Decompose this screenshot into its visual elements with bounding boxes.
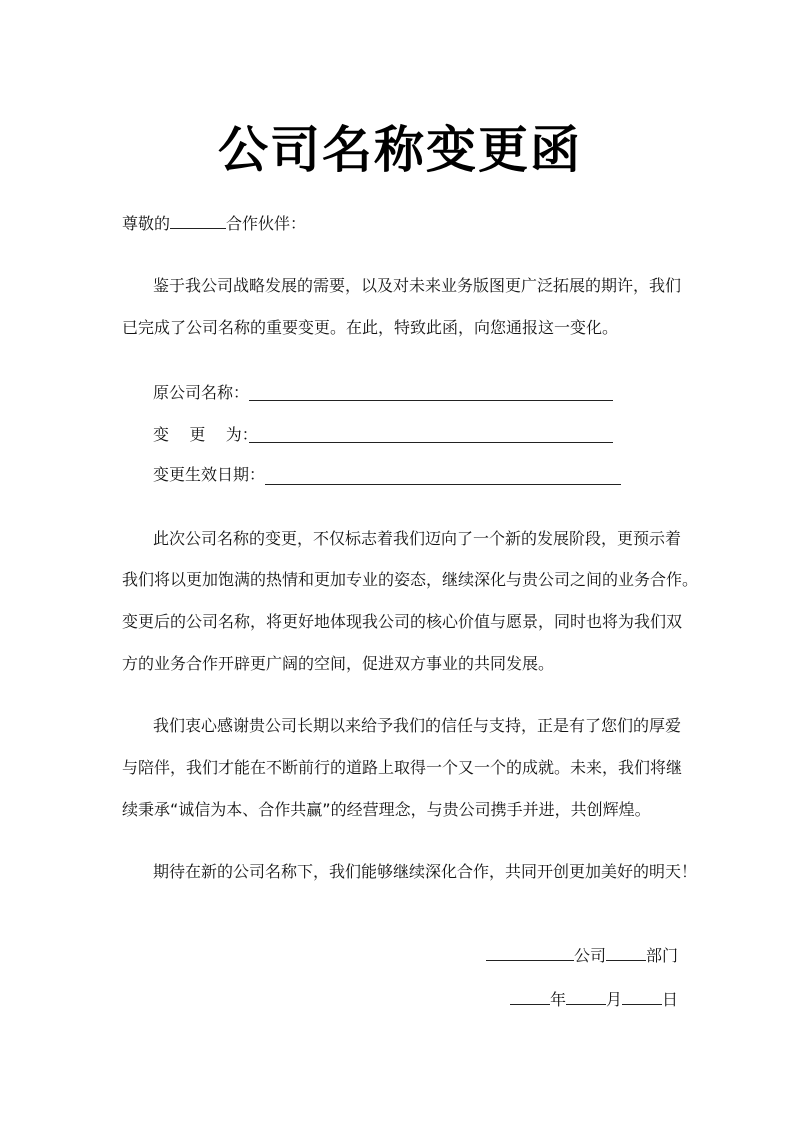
paragraph-3-line-1: 我们衷心感谢贵公司长期以来给予我们的信任与支持，正是有了您们的厚爱 — [153, 716, 682, 735]
document-title: 公司名称变更函 — [218, 121, 582, 179]
day-label: 日 — [662, 990, 679, 1009]
department-name-blank[interactable] — [606, 946, 646, 961]
paragraph-1-line-2: 已完成了公司名称的重要变更。在此，特致此函，向您通报这一变化。 — [122, 318, 619, 337]
year-blank[interactable] — [510, 990, 550, 1005]
signature-company-line — [486, 946, 678, 966]
company-label: 公司 — [574, 946, 607, 965]
original-name-label: 原公司名称： — [153, 383, 250, 402]
paragraph-2-line-2: 我们将以更加饱满的热情和更加专业的姿态，继续深化与贵公司之间的业务合作。 — [122, 570, 699, 589]
original-name-line[interactable] — [249, 400, 613, 401]
effective-date-label: 变更生效日期： — [153, 465, 266, 484]
paragraph-3-line-2: 与陪伴，我们才能在不断前行的道路上取得一个又一个的成就。未来，我们将继 — [122, 758, 683, 777]
day-blank[interactable] — [622, 990, 662, 1005]
paragraph-2-line-4: 方的业务合作开辟更广阔的空间，促进双方事业的共同发展。 — [122, 654, 555, 673]
paragraph-2-line-3: 变更后的公司名称，将更好地体现我公司的核心价值与愿景，同时也将为我们双 — [122, 612, 683, 631]
changed-to-label: 变 更 为： — [153, 425, 258, 444]
paragraph-1-line-1: 鉴于我公司战略发展的需要，以及对未来业务版图更广泛拓展的期许，我们 — [153, 276, 682, 295]
effective-date-line[interactable] — [265, 484, 621, 485]
signature-date-line — [510, 990, 678, 1010]
year-label: 年 — [550, 990, 567, 1009]
month-label: 月 — [606, 990, 623, 1009]
changed-to-line[interactable] — [249, 442, 613, 443]
department-label: 部门 — [646, 946, 679, 965]
salutation-suffix: 合作伙伴： — [226, 214, 307, 233]
paragraph-3-line-3: 续秉承“诚信为本、合作共赢”的经营理念，与贵公司携手并进，共创辉煌。 — [122, 800, 651, 819]
month-blank[interactable] — [566, 990, 606, 1005]
partner-name-blank[interactable] — [170, 214, 226, 229]
salutation — [122, 214, 306, 234]
salutation-prefix: 尊敬的 — [122, 214, 171, 233]
company-name-blank[interactable] — [486, 946, 574, 961]
paragraph-2-line-1: 此次公司名称的变更，不仅标志着我们迈向了一个新的发展阶段，更预示着 — [153, 529, 682, 548]
paragraph-4-line-1: 期待在新的公司名称下，我们能够继续深化合作，共同开创更加美好的明天！ — [153, 862, 698, 881]
